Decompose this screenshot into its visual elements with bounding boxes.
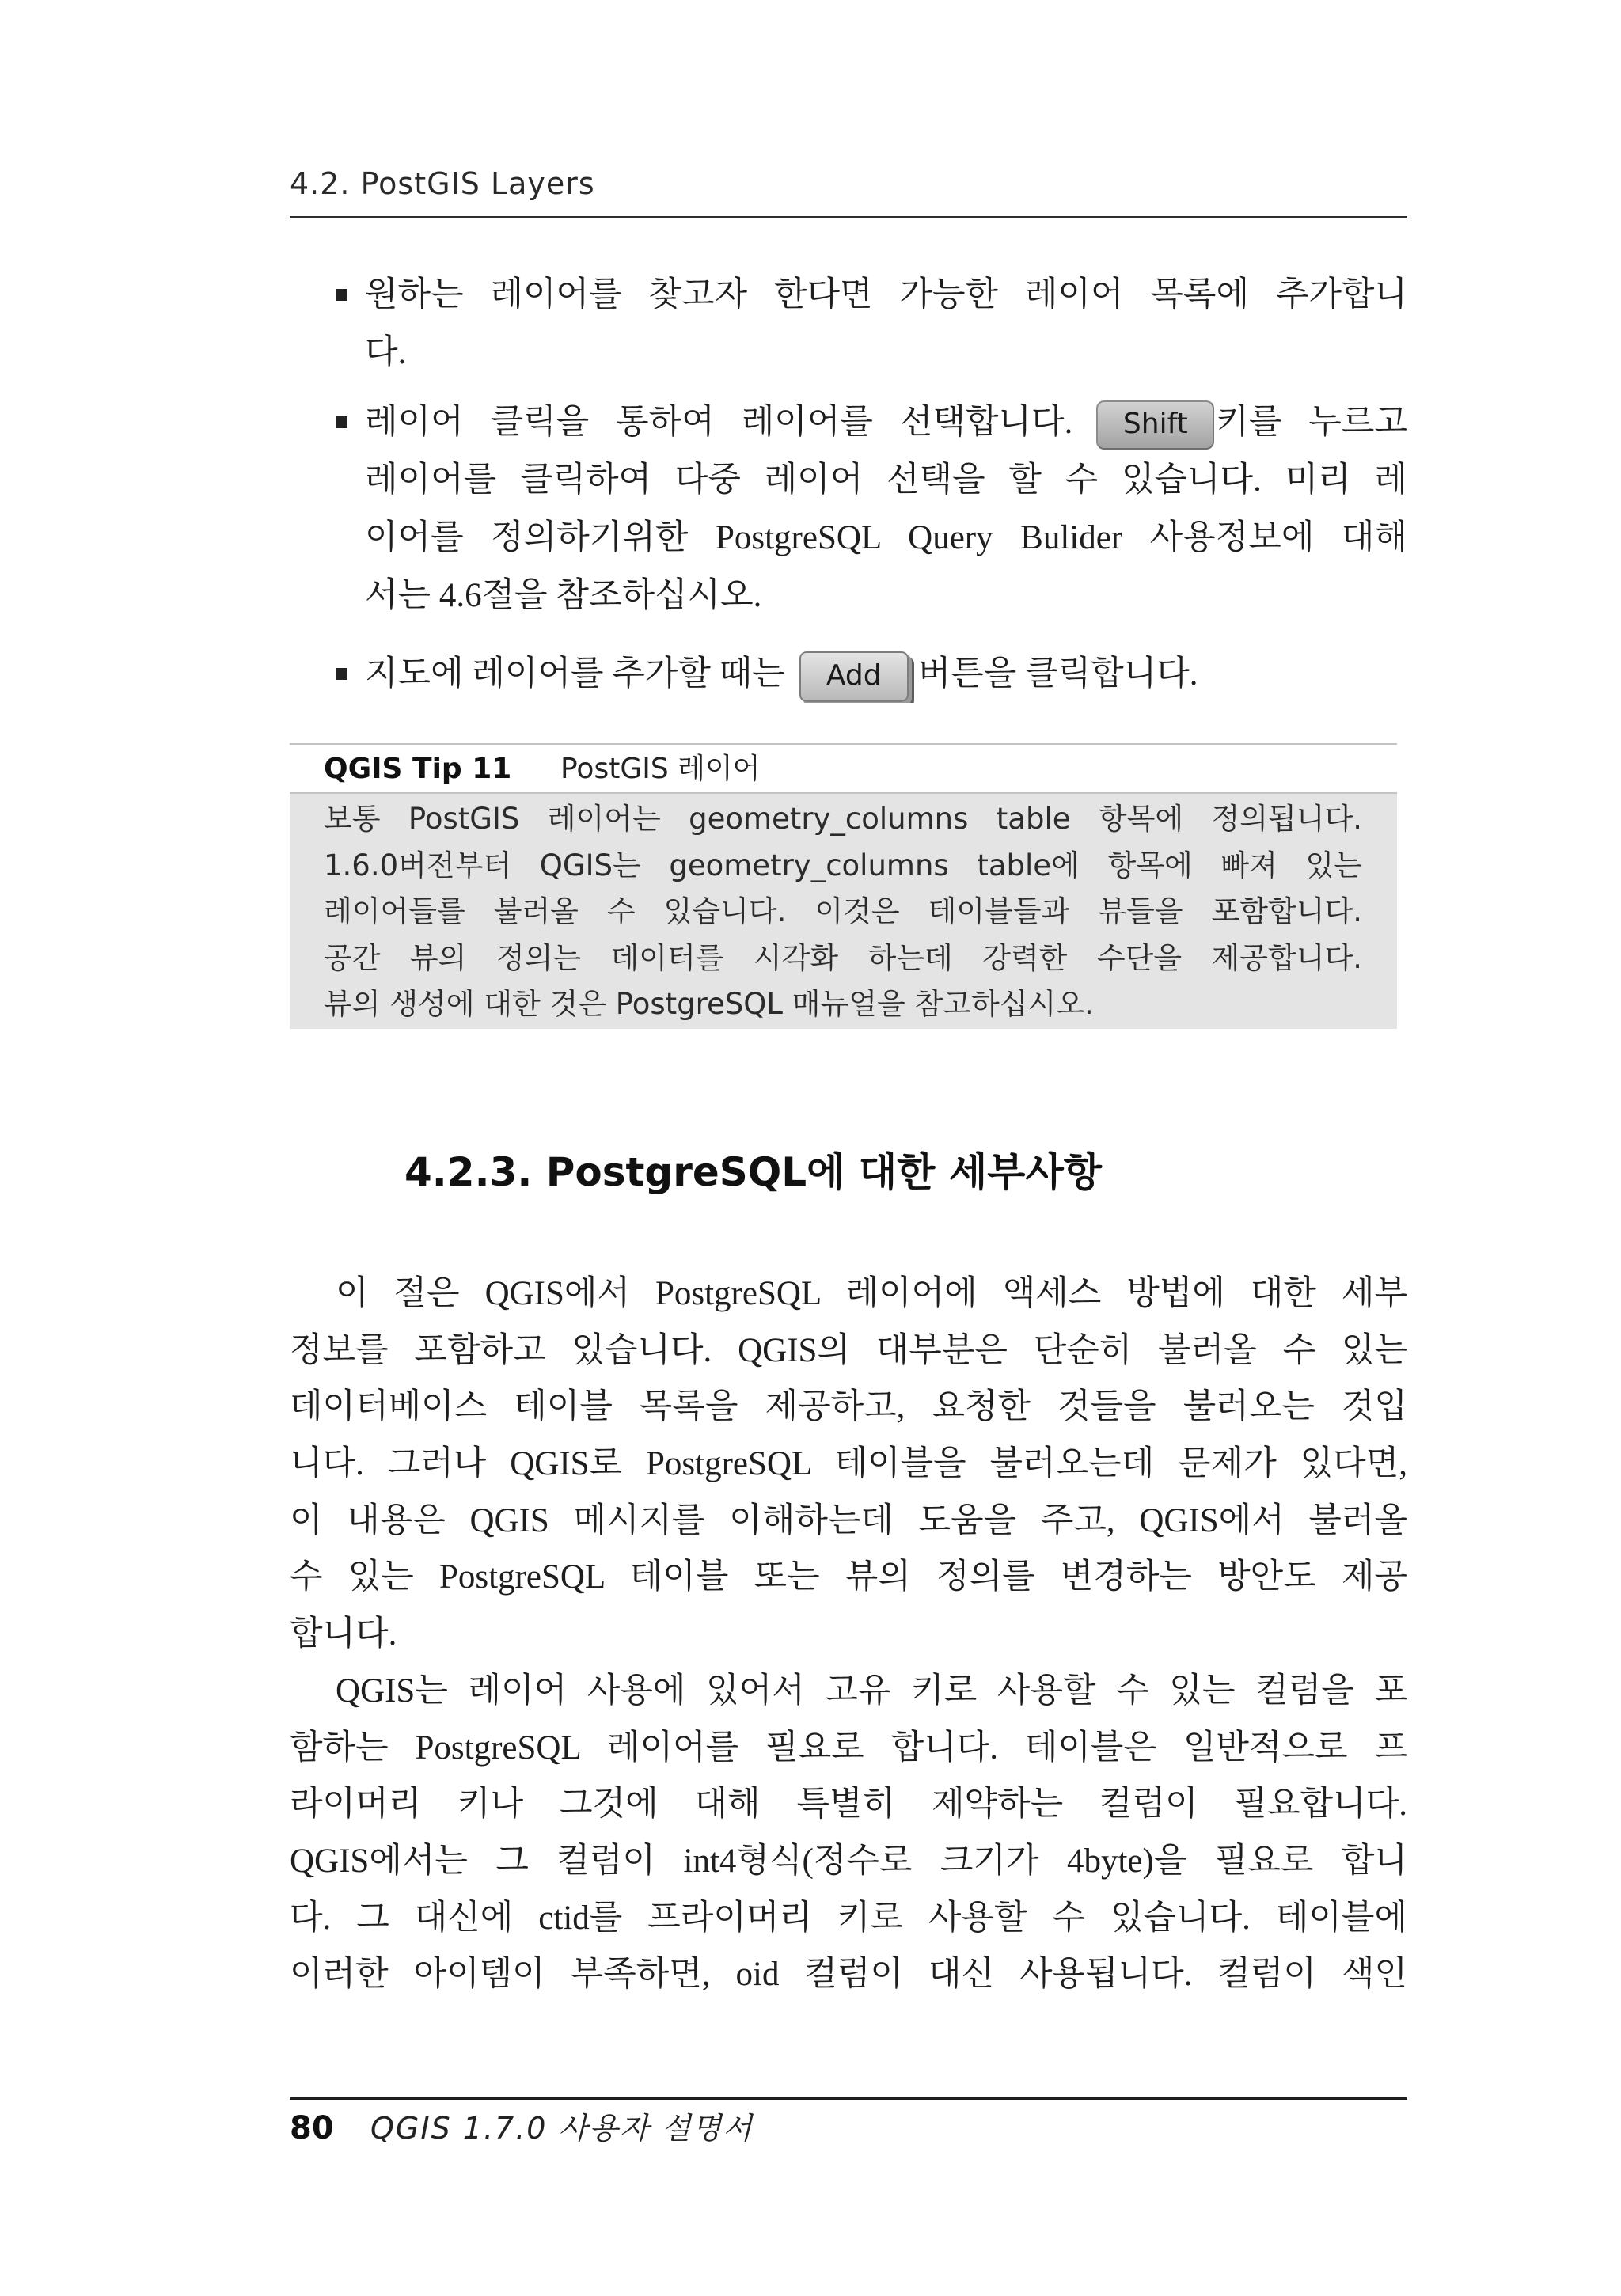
body-line: 이 절은 QGIS에서 PostgreSQL 레이어에 액세스 방법에 대한 세부 xyxy=(336,1275,1407,1312)
bullet-line-text: 지도에 레이어를 추가할 때는 xyxy=(365,655,785,693)
body-line: 합니다. xyxy=(290,1615,397,1653)
body-line: 다. 그 대신에 ctid를 프라이머리 키로 사용할 수 있습니다. 테이블에 xyxy=(290,1899,1407,1937)
shift-key-icon: Shift xyxy=(1096,400,1214,450)
bullet-text xyxy=(365,266,1407,381)
body-line: QGIS에서는 그 컬럼이 int4형식(정수로 크기가 4byte)을 필요로 합니 xyxy=(290,1842,1407,1880)
bullet-line xyxy=(365,645,1407,703)
header-rule xyxy=(290,216,1407,218)
tip-label: QGIS Tip 11 xyxy=(324,753,512,785)
body-line: QGIS는 레이어 사용에 있어서 고유 키로 사용할 수 있는 컬럼을 포 xyxy=(336,1672,1407,1710)
bullet-line: 이어를 정의하기위한 PostgreSQL Query Bulider 사용정보에 대해 xyxy=(365,519,1407,556)
tip-line: 보통 PostGIS 레이어는 geometry_columns table 항목에 정의됩니다. xyxy=(324,802,1362,836)
bullet-line-text: 버튼을 클릭합니다. xyxy=(917,655,1198,693)
bullet-line-text: 레이어 클릭을 통하여 레이어를 선택합니다. xyxy=(365,404,1073,441)
tip-top-rule xyxy=(290,743,1397,745)
page-number: 80 xyxy=(290,2110,334,2146)
body-line: 라이머리 키나 그것에 대해 특별히 제약하는 컬럼이 필요합니다. xyxy=(290,1786,1407,1824)
bullet-text xyxy=(365,645,1407,703)
bullet-marker-icon xyxy=(336,416,347,428)
tip-box xyxy=(290,792,1397,1029)
section-heading: 4.2.3. PostgreSQL에 대한 세부사항 xyxy=(404,1149,1103,1195)
bullet-line xyxy=(365,393,1407,451)
running-header-title: 4.2. PostGIS Layers xyxy=(290,166,595,201)
body-line: 수 있는 PostgreSQL 테이블 또는 뷰의 정의를 변경하는 방안도 제공 xyxy=(290,1558,1407,1596)
tip-line: 레이어들를 불러올 수 있습니다. 이것은 테이블들과 뷰들을 포함합니다. xyxy=(324,894,1362,928)
body-paragraph xyxy=(290,1663,1407,2003)
tip-title: PostGIS 레이어 xyxy=(560,753,761,785)
body-line: 함하는 PostgreSQL 레이어를 필요로 합니다. 테이블은 일반적으로 프 xyxy=(290,1729,1407,1767)
bullet-marker-icon xyxy=(336,668,347,680)
body-paragraph xyxy=(290,1266,1407,1663)
footer-book-title: QGIS 1.7.0 사용자 설명서 xyxy=(370,2111,754,2146)
footer-rule xyxy=(290,2097,1407,2100)
bullet-item xyxy=(329,393,1407,624)
bullet-line: 원하는 레이어를 찾고자 한다면 가능한 레이어 목록에 추가합니 xyxy=(365,276,1407,313)
bullet-marker-icon xyxy=(336,289,347,301)
body-text xyxy=(290,1266,1407,2003)
tip-line: 뷰의 생성에 대한 것은 PostgreSQL 매뉴얼을 참고하십시오. xyxy=(324,987,1094,1021)
body-line: 이러한 아이템이 부족하면, oid 컬럼이 대신 사용됩니다. 컬럼이 색인 xyxy=(290,1956,1407,1994)
body-line: 이 내용은 QGIS 메시지를 이해하는데 도움을 주고, QGIS에서 불러올 xyxy=(290,1501,1407,1539)
bullet-line: 다. xyxy=(365,334,407,371)
body-line: 니다. 그러나 QGIS로 PostgreSQL 테이블을 불러오는데 문제가 있다면, xyxy=(290,1445,1407,1483)
bullet-item xyxy=(329,266,1407,381)
add-button-icon: Add xyxy=(799,651,909,702)
tip-line: 공간 뷰의 정의는 데이터를 시각화 하는데 강력한 수단을 제공합니다. xyxy=(324,940,1362,975)
bullet-line-text: 키를 누르고 xyxy=(1216,404,1407,441)
bullet-text xyxy=(365,393,1407,624)
body-line: 정보를 포함하고 있습니다. QGIS의 대부분은 단순히 불러올 수 있는 xyxy=(290,1331,1407,1369)
tip-line: 1.6.0버전부터 QGIS는 geometry_columns table에 항목에 빠져 있는 xyxy=(324,848,1362,882)
bullet-item xyxy=(329,645,1407,703)
body-line: 데이터베이스 테이블 목록을 제공하고, 요청한 것들을 불러오는 것입 xyxy=(290,1388,1407,1426)
bullet-line: 레이어를 클릭하여 다중 레이어 선택을 할 수 있습니다. 미리 레 xyxy=(365,461,1407,499)
bullet-line: 서는 4.6절을 참조하십시오. xyxy=(365,577,762,614)
